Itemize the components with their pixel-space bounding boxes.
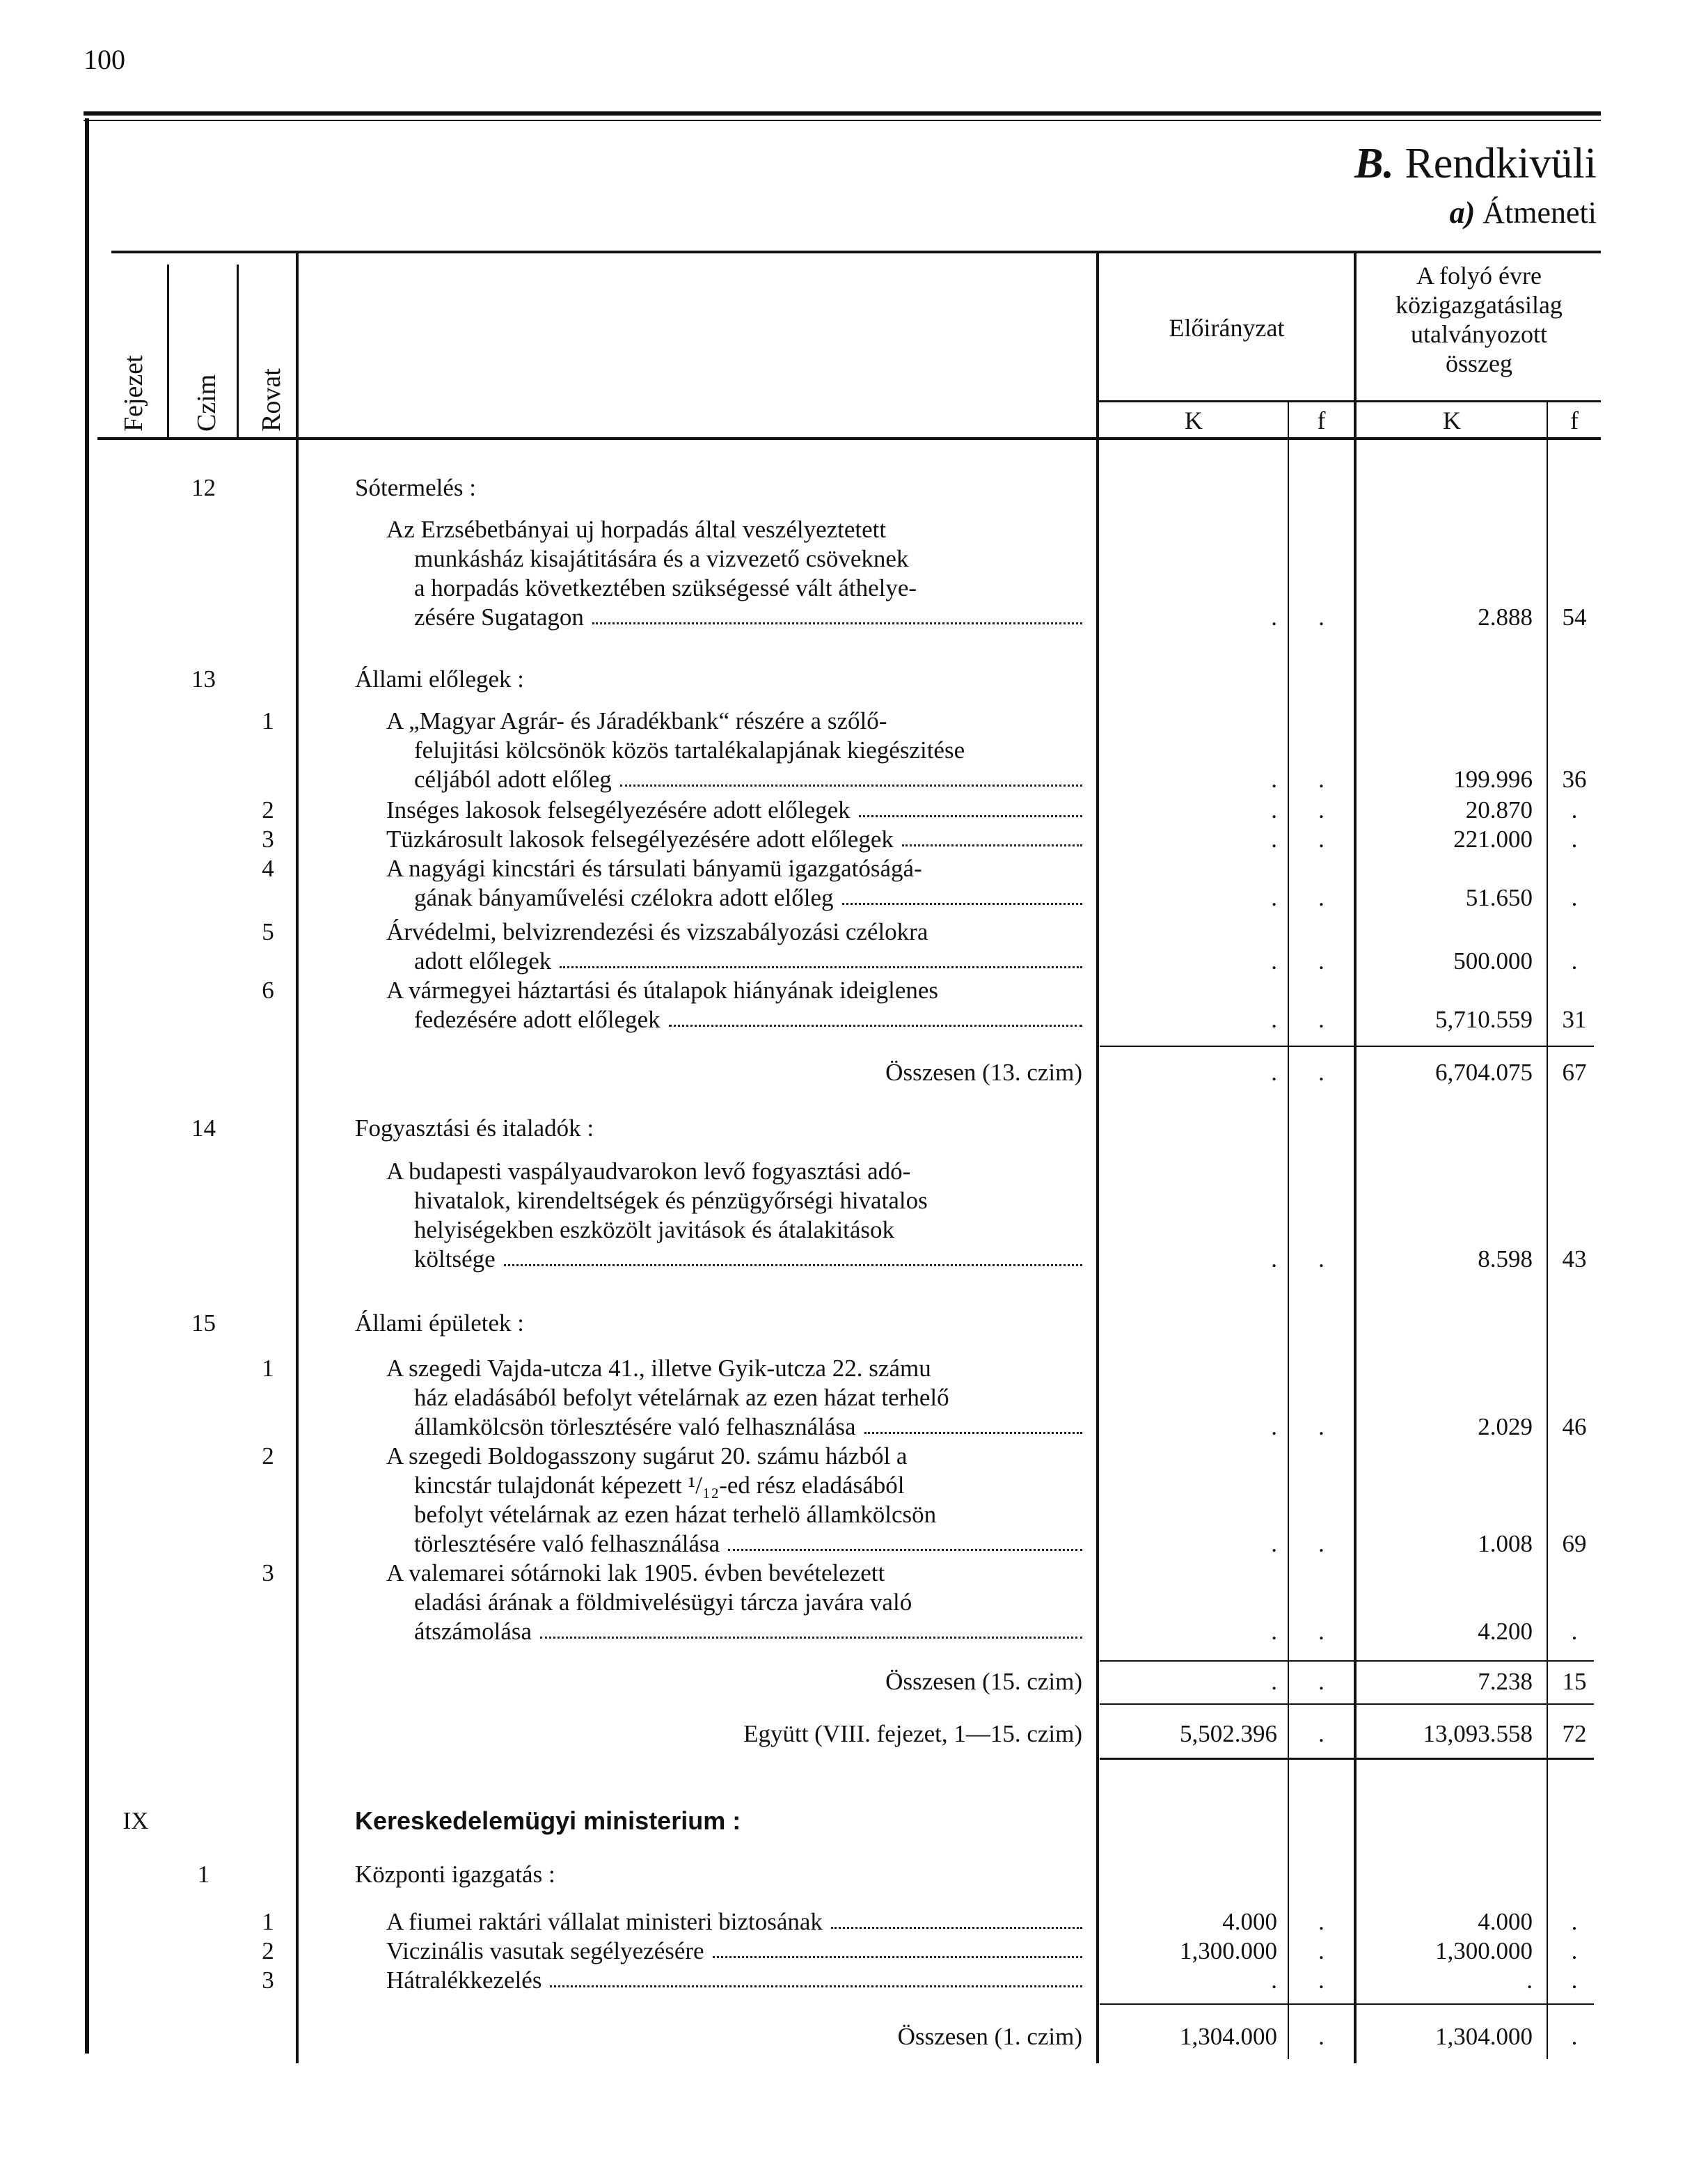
czim-number: 1: [197, 1861, 210, 1888]
header-rovat: Rovat: [257, 368, 286, 432]
description-line: A valemarei sótárnoki lak 1905. évben bevételezett: [386, 1559, 885, 1586]
rovat-number: 1: [262, 1355, 274, 1382]
eloiranyzat-filler: .: [1318, 1006, 1325, 1033]
folyo-filler: 15: [1562, 1668, 1587, 1695]
description-line: Az Erzsébetbányai uj horpadás által veszélyeztetett: [386, 516, 887, 543]
rovat-number: 5: [262, 918, 274, 945]
description-line: [386, 1966, 1082, 1995]
eloiranyzat-korona: .: [1271, 604, 1277, 631]
description-line: ház eladásából befolyt vételárnak az ezen házat terhelő: [414, 1384, 949, 1411]
eloiranyzat-filler: .: [1318, 1937, 1325, 1964]
folyo-korona: 51.650: [1465, 884, 1533, 911]
total-label: Együtt (VIII. fejezet, 1—15. czim): [743, 1720, 1082, 1747]
rovat-number: 2: [262, 1937, 274, 1964]
folyo-korona: 2.029: [1478, 1413, 1533, 1440]
eloiranyzat-korona: 1,300.000: [1180, 1937, 1277, 1964]
description-line: A szegedi Boldogasszony sugárut 20. számu házból a: [386, 1442, 908, 1469]
eloiranyzat-filler: .: [1318, 1413, 1325, 1440]
header-o-f: f: [1570, 407, 1579, 434]
eloiranyzat-filler: .: [1318, 1967, 1325, 1994]
description-line: [414, 883, 1082, 913]
header-czim: Czim: [192, 374, 221, 432]
description-text: Viczinális vasutak segélyezésére: [386, 1937, 704, 1964]
description-line: [414, 1005, 1082, 1034]
description-line: Kereskedelemügyi ministerium :: [355, 1806, 741, 1835]
description-line: [386, 796, 1082, 825]
folyo-filler: 54: [1562, 604, 1587, 631]
description-line: [414, 765, 1082, 794]
total-label: Összesen (13. czim): [885, 1059, 1082, 1086]
description-line: hivatalok, kirendeltségek és pénzügyőrségi hivatalos: [414, 1187, 928, 1214]
folyo-korona: 6,704.075: [1435, 1059, 1533, 1086]
left-border: [85, 118, 89, 2054]
header-top-rule: [111, 251, 1601, 253]
rule-before-total-15: [1100, 1660, 1594, 1662]
header-o-k: K: [1443, 407, 1461, 434]
folyo-filler: 72: [1562, 1720, 1587, 1747]
eloiranyzat-filler: .: [1318, 1668, 1325, 1695]
description-line: Fogyasztási és italadók :: [355, 1114, 594, 1142]
leader-dots: [864, 1412, 1082, 1434]
description-line: [414, 1245, 1082, 1274]
description-text: Inséges lakosok felsegélyezésére adott előlegek: [386, 796, 851, 824]
czim-number: 13: [191, 665, 216, 693]
folyo-filler: .: [1571, 947, 1578, 975]
description-line: Központi igazgatás :: [355, 1861, 555, 1888]
eloiranyzat-korona: .: [1271, 1413, 1277, 1440]
folyo-korona: 4.000: [1478, 1908, 1533, 1935]
eloiranyzat-korona: .: [1271, 1006, 1277, 1033]
eloiranyzat-korona: .: [1271, 766, 1277, 793]
folyo-korona: 221.000: [1453, 826, 1533, 853]
rovat-number: 3: [262, 1967, 274, 1994]
eloiranyzat-korona: 5,502.396: [1180, 1720, 1277, 1747]
folyo-korona: 2.888: [1478, 604, 1533, 631]
eloiranyzat-filler: .: [1318, 1245, 1325, 1272]
folyo-filler: .: [1571, 826, 1578, 853]
eloiranyzat-filler: .: [1318, 826, 1325, 853]
header-e-k: K: [1185, 407, 1203, 434]
description-line: A „Magyar Agrár- és Járadékbank“ részére a szőlő-: [386, 707, 887, 734]
header-e-f: f: [1317, 407, 1326, 434]
description-text: költsége: [414, 1245, 496, 1272]
section-subtitle: a) Átmeneti: [1449, 196, 1597, 230]
page-number: 100: [84, 44, 125, 75]
header-bottom-rule: [97, 437, 1601, 440]
rovat-number: 1: [262, 1908, 274, 1935]
description-line: Árvédelmi, belvizrendezési és vizszabályozási czélokra: [386, 918, 928, 945]
folyo-korona: 20.870: [1465, 796, 1533, 824]
description-line: kincstár tulajdonát képezett ¹/₁₂-ed rész eladásából: [414, 1472, 905, 1499]
leader-dots: [842, 883, 1082, 905]
czim-number: 15: [191, 1309, 216, 1337]
description-line: A budapesti vaspályaudvarokon levő fogyasztási adó-: [386, 1158, 911, 1185]
description-line: munkásház kisajátitására és a vizvezető csöveknek: [414, 545, 909, 572]
header-folyo: A folyó évre közigazgatásilag utalványozott összeg: [1395, 262, 1563, 377]
description-line: befolyt vételárnak az ezen házat terhelö államkölcsön: [414, 1501, 937, 1528]
eloiranyzat-korona: .: [1271, 1059, 1277, 1086]
eloiranyzat-korona: .: [1271, 1245, 1277, 1272]
eloiranyzat-filler: .: [1318, 766, 1325, 793]
folyo-filler: .: [1571, 1618, 1578, 1645]
rule-before-total-13: [1100, 1046, 1594, 1047]
leader-dots: [902, 825, 1082, 846]
leader-dots: [504, 1245, 1082, 1266]
folyo-filler: .: [1571, 2023, 1578, 2050]
description-text: Hátralékkezelés: [386, 1967, 542, 1994]
description-line: A szegedi Vajda-utcza 41., illetve Gyik-utcza 22. számu: [386, 1355, 931, 1382]
description-text: átszámolása: [414, 1618, 532, 1645]
description-line: Állami előlegek :: [355, 665, 524, 693]
leader-dots: [669, 1005, 1082, 1027]
leader-dots: [550, 1966, 1082, 1987]
folyo-korona: 1,304.000: [1435, 2023, 1533, 2050]
rovat-number: 2: [262, 1442, 274, 1469]
description-line: Sótermelés :: [355, 474, 476, 501]
description-line: [386, 1907, 1082, 1937]
description-line: a horpadás következtében szükségessé vált áthelye-: [414, 574, 917, 601]
eloiranyzat-filler: .: [1318, 1720, 1325, 1747]
eloiranyzat-filler: .: [1318, 1908, 1325, 1935]
leader-dots: [831, 1907, 1082, 1929]
eloiranyzat-korona: .: [1271, 1668, 1277, 1695]
eloiranyzat-filler: .: [1318, 604, 1325, 631]
eloiranyzat-filler: .: [1318, 1530, 1325, 1557]
col-line-o-f: [1547, 402, 1548, 2059]
col-line-rovat: [237, 265, 239, 439]
col-line-eloiranyzat: [1096, 253, 1099, 2063]
rule-after-total-15: [1100, 1703, 1594, 1705]
folyo-korona: 5,710.559: [1435, 1006, 1533, 1033]
folyo-filler: 31: [1562, 1006, 1587, 1033]
description-text: Tüzkárosult lakosok felsegélyezésére adott előlegek: [386, 826, 894, 853]
leader-dots: [859, 796, 1082, 817]
folyo-filler: .: [1571, 1967, 1578, 1994]
folyo-korona: 4.200: [1478, 1618, 1533, 1645]
description-line: Állami épületek :: [355, 1309, 524, 1337]
leader-dots: [728, 1529, 1082, 1551]
leader-dots: [713, 1937, 1082, 1958]
total-label: Összesen (1. czim): [897, 2023, 1082, 2050]
description-line: helyiségekben eszközölt javitások és átalakitások: [414, 1216, 895, 1243]
eloiranyzat-filler: .: [1318, 1059, 1325, 1086]
fejezet-number: IX: [122, 1807, 149, 1834]
eloiranyzat-korona: .: [1271, 947, 1277, 975]
folyo-korona: 7.238: [1478, 1668, 1533, 1695]
rule-after-egyutt: [1100, 1758, 1594, 1760]
folyo-filler: 36: [1562, 766, 1587, 793]
eloiranyzat-korona: .: [1271, 1530, 1277, 1557]
rovat-number: 3: [262, 826, 274, 853]
rule-before-total-1: [1100, 2003, 1594, 2005]
description-text: törlesztésére való felhasználása: [414, 1530, 720, 1557]
czim-number: 14: [191, 1114, 216, 1142]
rovat-number: 1: [262, 707, 274, 734]
folyo-korona: 1,300.000: [1435, 1937, 1533, 1964]
col-line-e-f: [1288, 402, 1289, 2059]
eloiranyzat-korona: .: [1271, 1967, 1277, 1994]
col-line-text: [296, 253, 299, 2063]
eloiranyzat-filler: .: [1318, 884, 1325, 911]
description-text: adott előlegek: [414, 947, 552, 975]
rovat-number: 6: [262, 977, 274, 1004]
rovat-number: 4: [262, 855, 274, 882]
leader-dots: [560, 947, 1082, 968]
description-line: A vármegyei háztartási és útalapok hiányának ideiglenes: [386, 977, 939, 1004]
folyo-korona: .: [1526, 1967, 1533, 1994]
folyo-filler: .: [1571, 1908, 1578, 1935]
eloiranyzat-korona: .: [1271, 884, 1277, 911]
col-line-czim: [167, 265, 169, 439]
eloiranyzat-filler: .: [1318, 796, 1325, 824]
folyo-korona: 500.000: [1453, 947, 1533, 975]
description-text: fedezésére adott előlegek: [414, 1006, 661, 1033]
header-fejezet: Fejezet: [119, 355, 148, 432]
eloiranyzat-filler: .: [1318, 1618, 1325, 1645]
folyo-korona: 13,093.558: [1423, 1720, 1533, 1747]
total-label: Összesen (15. czim): [885, 1668, 1082, 1695]
folyo-filler: 43: [1562, 1245, 1587, 1272]
description-text: A fiumei raktári vállalat ministeri biztosának: [386, 1908, 823, 1935]
description-line: [386, 1937, 1082, 1966]
section-title: B. Rendkivüli: [1354, 140, 1597, 187]
eloiranyzat-filler: .: [1318, 947, 1325, 975]
folyo-korona: 8.598: [1478, 1245, 1533, 1272]
description-text: céljából adott előleg: [414, 766, 612, 793]
top-rule-thin: [84, 120, 1601, 121]
folyo-filler: 46: [1562, 1413, 1587, 1440]
eloiranyzat-korona: .: [1271, 796, 1277, 824]
description-line: [414, 1529, 1082, 1559]
leader-dots: [540, 1617, 1082, 1639]
rovat-number: 2: [262, 796, 274, 824]
leader-dots: [592, 603, 1082, 624]
description-line: [414, 947, 1082, 976]
eloiranyzat-filler: .: [1318, 2023, 1325, 2050]
folyo-korona: 199.996: [1453, 766, 1533, 793]
eloiranyzat-korona: 1,304.000: [1180, 2023, 1277, 2050]
description-line: felujitási kölcsönök közös tartalékalapjának kiegészitése: [414, 736, 965, 764]
description-text: gának bányaművelési czélokra adott előleg: [414, 884, 834, 911]
description-line: [386, 825, 1082, 854]
description-text: zésére Sugatagon: [414, 604, 584, 631]
header-eloiranyzat: Előirányzat: [1169, 314, 1285, 342]
rovat-number: 3: [262, 1559, 274, 1586]
description-text: államkölcsön törlesztésére való felhasználása: [414, 1413, 856, 1440]
folyo-filler: .: [1571, 796, 1578, 824]
top-rule: [84, 111, 1601, 116]
leader-dots: [620, 765, 1082, 787]
description-line: eladási árának a földmivelésügyi tárcza javára való: [414, 1589, 912, 1616]
eloiranyzat-korona: .: [1271, 826, 1277, 853]
description-line: A nagyági kincstári és társulati bányamü igazgatóságá-: [386, 855, 922, 882]
eloiranyzat-korona: 4.000: [1222, 1908, 1277, 1935]
czim-number: 12: [191, 474, 216, 501]
folyo-filler: .: [1571, 884, 1578, 911]
description-line: [414, 1617, 1082, 1646]
folyo-filler: 67: [1562, 1059, 1587, 1086]
eloiranyzat-korona: .: [1271, 1618, 1277, 1645]
folyo-filler: 69: [1562, 1530, 1587, 1557]
money-subheader-rule: [1096, 400, 1601, 402]
description-line: [414, 603, 1082, 632]
folyo-korona: 1.008: [1478, 1530, 1533, 1557]
folyo-filler: .: [1571, 1937, 1578, 1964]
col-line-folyo: [1354, 253, 1357, 2063]
description-line: [414, 1412, 1082, 1442]
